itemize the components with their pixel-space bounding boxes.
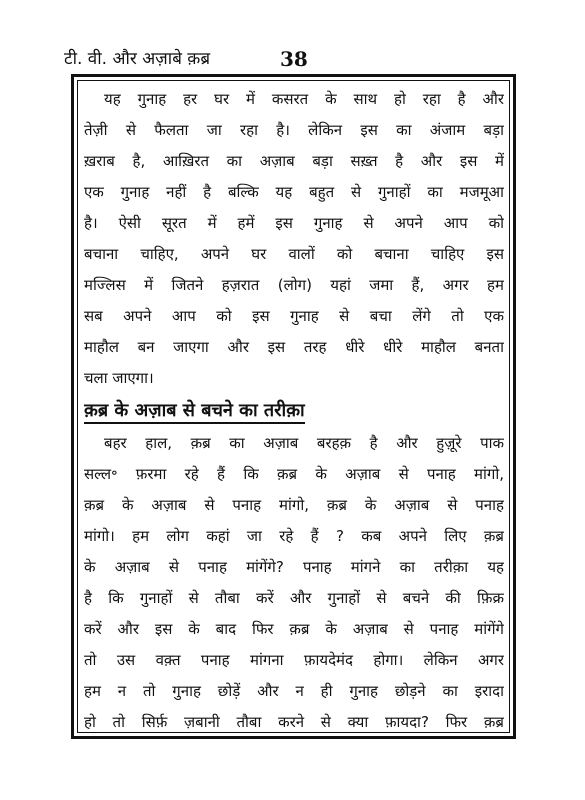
page-body [84, 84, 504, 732]
paragraph-2 [84, 428, 504, 732]
text-line: मज्लिस में जितने हज़रात (लोग) यहां जमा हैं, अगर हम [84, 276, 504, 294]
text-line: तेज़ी से फैलता जा रहा है। लेकिन इस का अंजाम बड़ा [84, 121, 504, 139]
text-line: मांगो। हम लोग कहां जा रहे हैं ? कब अपने लिए क़ब्र [84, 527, 504, 545]
text-line: यह गुनाह हर घर में कसरत के साथ हो रहा है और [104, 90, 504, 108]
text-line: करें और इस के बाद फिर क़ब्र के अज़ाब से पनाह मांगेंगे [84, 620, 504, 638]
text-line: एक गुनाह नहीं है बल्कि यह बहुत से गुनाहों का मजमूआ [84, 183, 504, 201]
page-number: 38 [280, 47, 308, 71]
text-line: चला जाएगा। [84, 369, 154, 387]
text-line: सल्ल॰ फ़रमा रहे हैं कि क़ब्र के अज़ाब से पनाह मांगो, [84, 465, 504, 483]
text-line: क़ब्र के अज़ाब से पनाह मांगो, क़ब्र के अज़ाब से पनाह [84, 496, 504, 514]
text-line: तो उस वक़्त पनाह मांगना फ़ायदेमंद होगा। लेकिन अगर [84, 651, 504, 669]
text-line: बचाना चाहिए, अपने घर वालों को बचाना चाहिए इस [84, 245, 504, 263]
text-line: है कि गुनाहों से तौबा करें और गुनाहों से बचने की फ़िक्र [84, 589, 504, 607]
text-line: सब अपने आप को इस गुनाह से बचा लेंगे तो एक [84, 307, 504, 325]
text-line: हो तो सिर्फ़ ज़बानी तौबा करने से क्या फ़ायदा? फिर क़ब्र [84, 713, 504, 731]
text-line: ख़राब है, आख़िरत का अज़ाब बड़ा सख़्त है और इस में [84, 152, 504, 170]
section-heading-text: क़ब्र के अज़ाब से बचने का तरीक़ा [84, 400, 305, 424]
text-line: के अज़ाब से पनाह मांगेंगे? पनाह मांगने का तरीक़ा यह [84, 558, 504, 576]
page-header [64, 46, 504, 72]
text-line: है। ऐसी सूरत में हमें इस गुनाह से अपने आप को [84, 214, 504, 232]
running-title: टी. वी. और अज़ाबे क़ब्र [64, 49, 211, 69]
text-line: माहौल बन जाएगा और इस तरह धीरे धीरे माहौल बनता [84, 338, 504, 356]
section-heading [84, 394, 504, 428]
paragraph-1 [84, 84, 504, 394]
text-line: बहर हाल, क़ब्र का अज़ाब बरहक़ है और हुज़ूरे पाक [104, 434, 504, 452]
text-line: हम न तो गुनाह छोड़ें और न ही गुनाह छोड़ने का इरादा [84, 682, 504, 700]
